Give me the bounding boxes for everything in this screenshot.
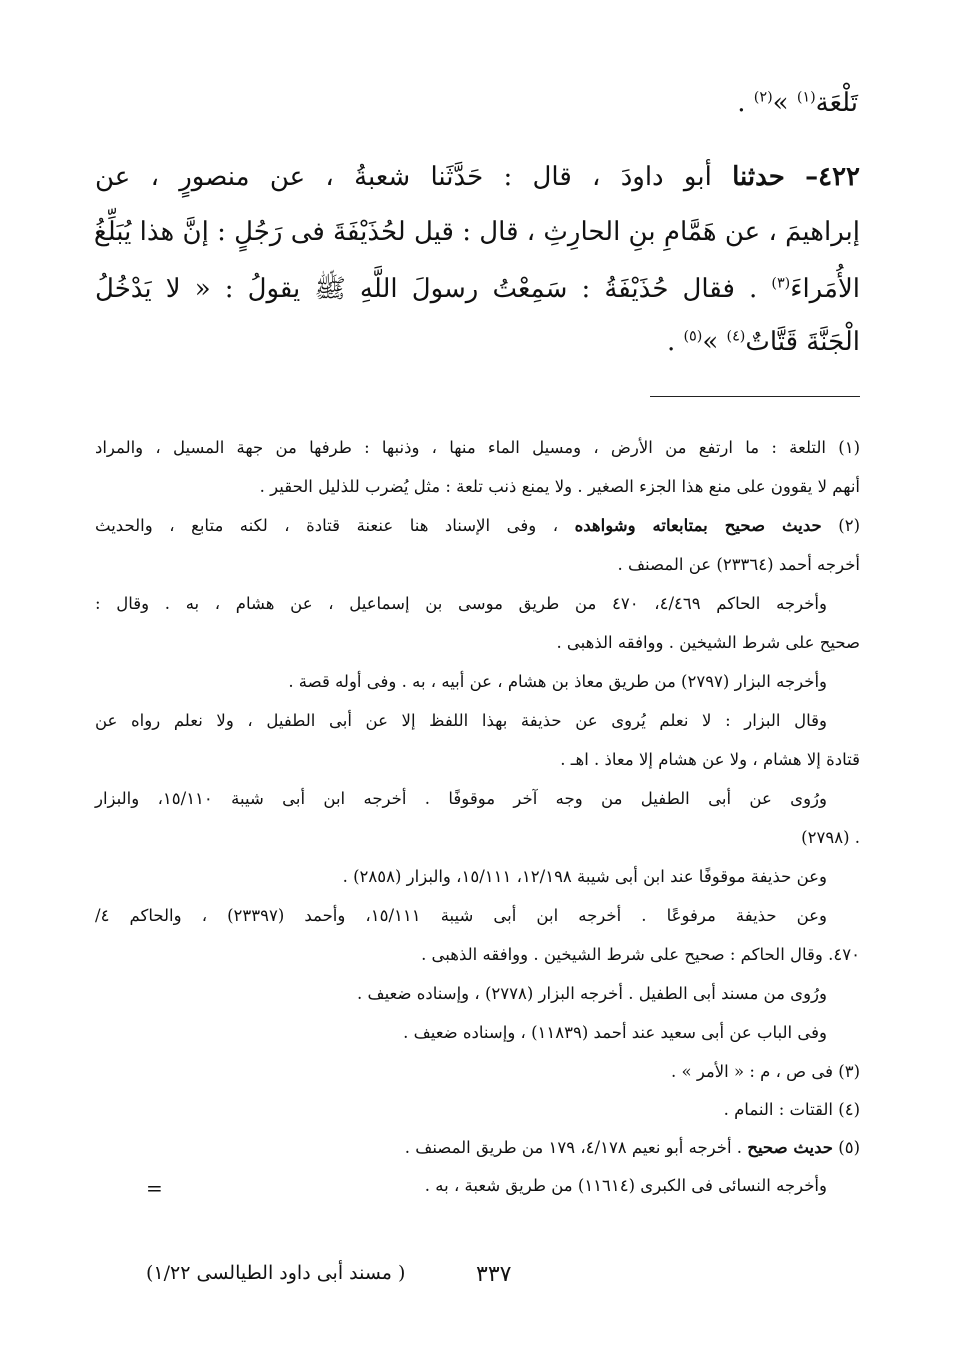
footnote-ref-5: (٥) [683, 328, 703, 345]
footnote-2-text-2: أخرجه أحمد (٢٣٣٦٤) عن المصنف . [617, 555, 860, 574]
footnote-2-para-6-line-2 [421, 945, 860, 964]
footnote-4 [724, 1100, 860, 1119]
para-4-text-2: . (٢٧٩٨) [801, 828, 860, 847]
footnote-2-para-3-line-2 [560, 750, 860, 769]
hadith-text-2: إبراهيمَ ، عن هَمَّامِ بنِ الحارِثِ ، قال : قيل لحُذَيْفَةَ فى رَجُلٍ : إنَّ هذا يُبَلِّغُ [93, 217, 860, 247]
footnote-ref-4: (٤) [726, 328, 746, 345]
footnote-1-line-1 [95, 438, 860, 457]
footnote-1-text-1: (١) التلعة : ما ارتفع من الأرض ، ومسيل الماء منها ، وذنبها : طرفها من جهة المسيل ، والمراد [95, 438, 860, 457]
page-number: ٣٣٧ [476, 1262, 512, 1287]
footnote-5-text-1: . أخرجه أبو نعيم ٤/١٧٨، ١٧٩ من طريق المصنف . [404, 1138, 743, 1157]
para-4-text-1: ورُوى عن أبى الطفيل من وجه آخر موقوفًا . أخرجه ابن أبى شيبة ١٥/١١٠، والبزار [95, 789, 827, 808]
footnote-2-para-4-line-2 [801, 828, 860, 847]
full-stop-2: . [666, 327, 676, 357]
footnote-2-number: (٢) [838, 516, 860, 535]
para-9-text-1: وأخرجه النسائى فى الكبرى (١١٦١٤) من طريق شعبة ، به . [424, 1176, 827, 1195]
footnote-2-line-1 [95, 516, 860, 535]
footnote-ref-3: (٣) [771, 275, 791, 292]
footnote-3 [671, 1062, 860, 1081]
carryover-line [737, 88, 858, 118]
para-7-text-1: ورُوى من مسند أبى الطفيل . أخرجه البزار (٢٧٧٨) ، وإسناده ضعيف . [357, 984, 827, 1003]
footnote-2-para-4-line-1 [95, 789, 827, 808]
footnote-5-grading: حديث صحيح [747, 1138, 833, 1157]
para-2-text-1: وأخرجه البزار (٢٧٩٧) من طريق معاذ بن هشام ، عن أبيه ، به . وفى أوله قصة . [288, 672, 827, 691]
footnote-2-para-8-line-1 [403, 1023, 827, 1042]
footnote-separator [650, 396, 860, 397]
closing-quote: » [772, 88, 789, 118]
para-8-text-1: وفى الباب عن أبى سعيد عند أحمد (١١٨٣٩) ، وإسناده ضعيف . [403, 1023, 827, 1042]
footnote-2-para-5-line-1 [343, 867, 827, 886]
footnote-2-text-1: ، وفى الإسناد هنا عنعنة قتادة ، لكنه متابع ، والحديث [95, 516, 559, 535]
hadith-number: ٤٢٢– [805, 162, 861, 192]
carryover-word: تَلْعَة [815, 88, 858, 118]
hadith-opening: حدثنا [732, 162, 785, 192]
footnote-4-text: (٤) القتات : النمام . [723, 1100, 860, 1119]
footnote-2-para-7-line-1 [357, 984, 827, 1003]
continuation-mark [146, 1176, 163, 1200]
footnote-1-text-2: أنهم لا يقوون على منع هذا الجزء الصغير . ولا يمنع ذنب تلعة : مثل يُضرب للذليل الحقير . [259, 477, 860, 496]
footnote-2-grading: حديث صحيح بمتابعاته وشواهده [574, 516, 822, 535]
full-stop: . [737, 88, 746, 118]
footnote-2-para-1-line-2 [556, 633, 860, 652]
footnote-5-number: (٥) [838, 1138, 860, 1157]
para-3-text-2: قتادة إلا هشام ، ولا عن هشام إلا معاذ . اهـ . [560, 750, 860, 769]
footnote-ref-2: (٢) [753, 89, 773, 106]
hadith-text-4: الْجَنَّةَ قَتَّاتٌ [745, 327, 860, 357]
footnote-5-para-1-line-1 [425, 1176, 827, 1195]
footnote-2-para-2-line-1 [288, 672, 827, 691]
footnote-2-line-2 [617, 555, 860, 574]
footnote-2-para-1-line-1 [95, 594, 827, 613]
footnote-2-para-6-line-1 [95, 906, 827, 925]
hadith-line-1 [95, 162, 860, 192]
hadith-text-3a: الأُمَراءَ [790, 274, 860, 304]
footnote-ref-1: (١) [796, 89, 816, 106]
footnote-2-para-3-line-1 [95, 711, 827, 730]
hadith-line-4 [667, 327, 860, 357]
para-6-text-2: ٤٧٠. وقال الحاكم : صحيح على شرط الشيخين . ووافقه الذهبى . [421, 945, 860, 964]
source-footer: ( مسند أبى داود الطيالسى ١/٢٢) [146, 1262, 406, 1284]
hadith-line-3 [95, 272, 860, 310]
para-3-text-1: وقال البزار : لا نعلم يُروى عن حذيفة بهذا اللفظ إلا عن أبى الطفيل ، ولا نعلم رواه عن [95, 711, 827, 730]
para-1-text-2: صحيح على شرط الشيخين . ووافقه الذهبى . [556, 633, 860, 652]
closing-quote-2: » [702, 327, 719, 357]
continuation-mark-text: = [146, 1176, 163, 1200]
footnote-5-line-1 [405, 1138, 860, 1157]
para-5-text-1: وعن حذيفة موقوفًا عند ابن أبى شيبة ١٢/١٩٨، ١٥/١١١، والبزار (٢٨٥٨) . [342, 867, 827, 886]
hadith-text-1: أبو داودَ ، قال : حَدَّثَنا شعبةُ ، عن منصورٍ ، عن [95, 162, 712, 192]
para-1-text-1: وأخرجه الحاكم ٤/٤٦٩، ٤٧٠ من طريق موسى بن إسماعيل ، عن هشام ، به . وقال : [95, 594, 827, 613]
hadith-line-2 [95, 217, 860, 247]
para-6-text-1: وعن حذيفة مرفوعًا . أخرجه ابن أبى شيبة ١٥/١١١، وأحمد (٢٣٣٩٧) ، والحاكم ٤/ [95, 906, 827, 925]
footnote-3-text: (٣) فى ص ، م : « الأمر » . [670, 1062, 860, 1081]
hadith-text-3b: . فقال حُذَيْفَةُ : سَمِعْتُ رسولَ اللَّهِ ﷺ يقولُ : « لا يَدْخُلُ [95, 274, 758, 304]
footnote-1-line-2 [260, 477, 860, 496]
